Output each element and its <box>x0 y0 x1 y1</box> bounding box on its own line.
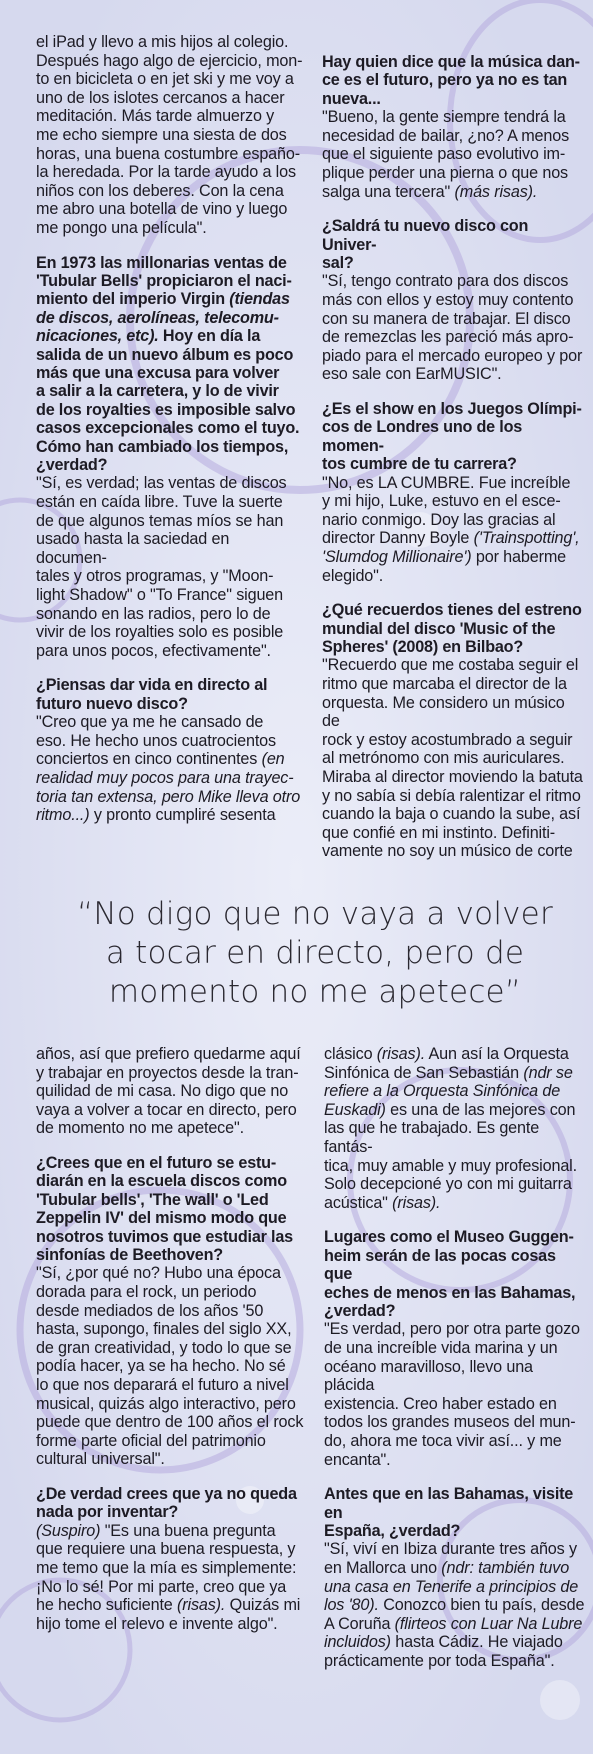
text-line: de remezclas les pareció más apro- <box>322 328 574 347</box>
text-line: ¿verdad? <box>324 1301 396 1320</box>
text-line: to en bicicleta o en jet ski y me voy a <box>36 70 294 89</box>
text-line: existencia. Creo haber estado en <box>324 1394 557 1413</box>
text-line: "Es una buena pregunta <box>104 1521 276 1540</box>
text-line: que requiere una buena respuesta, y <box>36 1540 296 1559</box>
text-line: ¿De verdad crees que ya no queda <box>36 1484 297 1503</box>
text-line: hasta Cádiz. He viajado <box>395 1633 563 1652</box>
text-line: Conozco bien tu país, desde <box>383 1596 585 1615</box>
text-line: salga una tercera" <box>322 182 451 201</box>
text-line: y trabajar en proyectos desde la tran- <box>36 1063 299 1082</box>
text-line: en Mallorca uno <box>324 1558 437 1577</box>
question-heading <box>324 1485 586 1540</box>
text-line: conciertos en cinco continentes <box>36 750 258 769</box>
text-line: sonando en las radios, pero lo de <box>36 604 271 623</box>
text-line: "Es verdad, pero por otra parte gozo <box>324 1320 580 1339</box>
text-line: ¿Saldrá tu nuevo disco con Univer- <box>322 217 529 254</box>
text-line: ce es el futuro, pero ya no es tan <box>322 71 568 90</box>
text-italic: realidad muy pocos para una trayec- <box>36 768 294 787</box>
answer-paragraph <box>322 272 584 384</box>
text-line: quilidad de mi casa. No digo que no <box>36 1082 289 1101</box>
text-line: ¿Crees que en el futuro se estu- <box>36 1153 277 1172</box>
text-line: podía hacer, ya se ha hecho. No sé <box>36 1357 286 1376</box>
text-line: usado hasta la saciedad en documen- <box>36 530 230 567</box>
text-line: orquesta. Me considero un músico de <box>322 693 565 731</box>
question-heading <box>322 601 584 656</box>
text-line: ¿Piensas dar vida en directo al <box>36 676 268 695</box>
text-line: Quizás mi <box>229 1596 301 1615</box>
question-heading <box>322 53 584 108</box>
text-line: de gran creatividad, y todo lo que se <box>36 1338 292 1357</box>
answer-paragraph <box>324 1320 586 1469</box>
text-line: vivir de los royalties solo es posible <box>36 623 284 642</box>
text-line: Hoy en día la <box>162 327 261 346</box>
pull-quote-line: momento no me apetece” <box>108 974 522 1010</box>
text-line: el iPad y llevo a mis hijos al colegio. <box>36 33 289 51</box>
text-italic: (risas). <box>392 1193 441 1212</box>
answer-paragraph <box>322 108 584 201</box>
text-italic: ('Trainspotting', <box>473 529 580 548</box>
text-line: las que he trabajado. Es gente fantás- <box>324 1119 540 1156</box>
text-line: 'Tubular Bells' propiciaron el naci- <box>36 271 292 290</box>
text-line: vamente no soy un músico de corte <box>322 842 573 861</box>
text-line: Lugares como el Museo Guggen- <box>324 1228 574 1247</box>
text-line: ¿Qué recuerdos tienes del estreno <box>322 601 582 620</box>
question-heading <box>36 254 304 475</box>
text-line: ¿verdad? <box>36 456 108 474</box>
text-italic: toria tan extensa, pero Mike lleva otro <box>36 787 301 806</box>
text-line: de momento no me apetece". <box>36 1119 244 1138</box>
text-line: están en caída libre. Tuve la suerte <box>36 493 283 511</box>
text-line: me abro una botella de vino y luego <box>36 200 288 219</box>
question-heading <box>322 400 584 474</box>
text-line: a salir a la carretera, y lo de vivir <box>36 382 279 401</box>
text-line: meditación. Más tarde almuerzo y <box>36 107 275 126</box>
text-line: "Sí, ¿por qué no? Hubo una época <box>36 1264 281 1283</box>
text-italic: refiere a la Orquesta Sinfónica de <box>324 1082 561 1101</box>
text-line: Hay quien dice que la música dan- <box>322 53 580 71</box>
text-line: do, ahora me toca vivir así... y me <box>324 1431 562 1450</box>
paragraph <box>36 33 304 238</box>
text-line: de que algunos temas míos se han <box>36 511 284 530</box>
text-line: lo que nos deparará el futuro a nivel <box>36 1375 289 1394</box>
text-line: es una de las mejores con <box>390 1100 576 1119</box>
text-line: tales y otros programas, y "Moon- <box>36 567 274 586</box>
text-line: nosotros tuvimos que estudiar las <box>36 1227 293 1246</box>
answer-paragraph <box>322 474 584 586</box>
answer-paragraph <box>324 1540 586 1670</box>
pull-quote-line: “No digo que no vaya a volver <box>77 896 553 932</box>
text-line: clásico <box>324 1045 373 1063</box>
text-line: forme parte oficial del patrimonio <box>36 1431 266 1450</box>
text-line: Antes que en las Bahamas, visite en <box>324 1485 574 1522</box>
text-line: "Sí, viví en Ibiza durante tres años y <box>324 1540 577 1559</box>
question-heading <box>324 1228 586 1320</box>
text-line: acústica" <box>324 1193 388 1212</box>
text-line: océano maravilloso, llevo una plácida <box>324 1357 533 1395</box>
text-line: sal? <box>322 254 354 272</box>
text-line: niños con los deberes. Con la cena <box>36 181 284 200</box>
text-line: de una increíble vida marina y un <box>324 1338 558 1357</box>
column-top-left <box>36 33 304 825</box>
text-line: hasta, supongo, finales del siglo XX, <box>36 1320 292 1339</box>
text-italic: de discos, aerolíneas, telecomu- <box>36 308 279 327</box>
answer-paragraph <box>322 656 584 861</box>
text-italic: (Suspiro) <box>36 1521 101 1540</box>
text-line: Solo decepcioné yo con mi guitarra <box>324 1175 572 1194</box>
text-italic: (ndr: también tuvo <box>441 1558 570 1577</box>
answer-paragraph <box>36 713 304 825</box>
text-line: que el siguiente paso evolutivo im- <box>322 145 566 164</box>
text-line: prácticamente por toda España". <box>324 1651 555 1670</box>
text-line: piado para el mercado europeo y por <box>322 346 583 365</box>
text-line: nada por inventar? <box>36 1503 179 1522</box>
text-line: y mi hijo, Luke, estuvo en el esce- <box>322 492 561 511</box>
question-heading <box>36 676 304 713</box>
text-italic: una casa en Tenerife a principios de <box>324 1577 579 1596</box>
text-line: más con ellos y estoy muy contento <box>322 291 574 309</box>
text-line: elegido". <box>322 566 384 585</box>
question-heading <box>36 1154 306 1264</box>
text-line: "Sí, es verdad; las ventas de discos <box>36 474 287 493</box>
text-line: 'Tubular bells', 'The wall' o 'Led <box>36 1190 269 1209</box>
text-line: Aun así la Orquesta <box>428 1045 569 1063</box>
text-line: hijo tome el relevo e invente algo". <box>36 1614 278 1633</box>
text-line: años, así que prefiero quedarme aquí <box>36 1045 301 1063</box>
text-italic: (en <box>261 750 285 769</box>
text-line: me temo que la mía es simplemente: <box>36 1558 297 1577</box>
text-italic: Euskadi) <box>324 1100 386 1119</box>
answer-paragraph <box>36 1264 306 1469</box>
text-line: vaya a volver a tocar en directo, pero <box>36 1100 297 1119</box>
text-line: desde mediados de los años '50 <box>36 1301 264 1320</box>
text-line: diarán en la escuela discos como <box>36 1172 287 1191</box>
answer-paragraph <box>36 1522 306 1634</box>
text-line: necesidad de bailar, ¿no? A menos <box>322 126 570 145</box>
text-line: España, ¿verdad? <box>324 1521 461 1540</box>
text-line: horas, una buena costumbre españo- <box>36 144 300 163</box>
column-top-right <box>322 53 584 861</box>
text-line: director Danny Boyle <box>322 529 470 548</box>
pull-quote-line: a tocar en directo, pero de <box>105 935 525 971</box>
text-line: cos de Londres uno de los momen- <box>322 418 523 455</box>
text-italic: (flirteos con Luar Na Lubre <box>394 1614 583 1633</box>
text-line: miento del imperio Virgin <box>36 290 225 309</box>
text-line: casos excepcionales como el tuyo. <box>36 419 300 438</box>
text-line: uno de los islotes cercanos a hacer <box>36 88 285 107</box>
text-italic: los '80). <box>324 1596 379 1615</box>
text-line: ¡No lo sé! Por mi parte, creo que ya <box>36 1577 287 1596</box>
text-line: más que una excusa para volver <box>36 363 280 382</box>
text-line: Miraba al director moviendo la batuta <box>322 767 583 786</box>
text-line: he hecho suficiente <box>36 1596 173 1615</box>
text-line: mundial del disco 'Music of the <box>322 619 556 638</box>
text-line: cultural universal". <box>36 1450 165 1469</box>
text-line: "No, es LA CUMBRE. Fue increíble <box>322 473 571 492</box>
text-line: A Coruña <box>324 1614 391 1633</box>
text-italic: incluidos) <box>324 1633 391 1652</box>
text-line: light Shadow" o "To France" siguen <box>36 585 283 604</box>
text-line: "Recuerdo que me costaba seguir el <box>322 656 579 675</box>
paragraph <box>36 1045 306 1138</box>
text-italic: (tiendas <box>229 290 290 309</box>
text-italic: nicaciones, etc). <box>36 327 159 346</box>
question-heading <box>36 1485 306 1522</box>
column-bottom-right <box>324 1045 586 1671</box>
text-line: al metrónomo con mis auriculares. <box>322 749 565 768</box>
text-italic: (más risas). <box>454 182 538 201</box>
text-line: Cómo han cambiado los tiempos, <box>36 437 289 456</box>
text-line: En 1973 las millonarias ventas de <box>36 253 287 272</box>
text-line: "Bueno, la gente siempre tendrá la <box>322 108 566 127</box>
text-line: y pronto cumpliré sesenta <box>93 806 276 825</box>
pull-quote <box>60 895 570 1012</box>
column-bottom-left <box>36 1045 306 1633</box>
text-italic: 'Slumdog Millionaire') <box>322 547 472 566</box>
text-line: que confié en mi instinto. Definiti- <box>322 823 556 842</box>
text-line: Sinfónica de San Sebastián <box>324 1063 519 1082</box>
answer-paragraph <box>36 474 304 660</box>
text-line: heim serán de las pocas cosas que <box>324 1246 556 1284</box>
text-line: ¿Es el show en los Juegos Olímpi- <box>322 399 582 418</box>
text-line: sinfonías de Beethoven? <box>36 1246 223 1264</box>
text-line: tos cumbre de tu carrera? <box>322 455 517 474</box>
text-line: me pongo una película". <box>36 218 207 237</box>
text-line: y no sabía si debía ralentizar el ritmo <box>322 786 581 805</box>
text-line: cuando la baja o cuando la sube, así <box>322 805 581 824</box>
text-line: encanta". <box>324 1450 391 1469</box>
text-line: plique perder una pierna o que nos <box>322 164 568 182</box>
text-line: musical, quizás algo interactivo, pero <box>36 1394 296 1413</box>
text-italic: (risas). <box>177 1596 226 1615</box>
text-line: Después hago algo de ejercicio, mon- <box>36 51 303 70</box>
text-line: nueva... <box>322 89 381 108</box>
text-line: Spheres' (2008) en Bilbao? <box>322 637 524 656</box>
text-line: de los royalties es imposible salvo <box>36 400 296 419</box>
text-line: con su manera de trabajar. El disco <box>322 309 571 328</box>
text-italic: (risas). <box>376 1045 426 1063</box>
text-line: puede que dentro de 100 años el rock <box>36 1413 304 1432</box>
text-line: tica, muy amable y muy profesional. <box>324 1156 577 1175</box>
text-line: eches de menos en las Bahamas, <box>324 1283 576 1302</box>
text-line: "Creo que ya me he cansado de <box>36 713 264 732</box>
text-line: por haberme <box>475 547 567 566</box>
text-line: Zeppelin IV' del mismo modo que <box>36 1209 287 1228</box>
text-line: rock y estoy acostumbrado a seguir <box>322 730 573 749</box>
text-line: me echo siempre una siesta de dos <box>36 125 287 144</box>
question-heading <box>322 217 584 272</box>
text-line: salida de un nuevo álbum es poco <box>36 345 294 364</box>
text-italic: (ndr se <box>523 1063 573 1082</box>
text-italic: ritmo...) <box>36 806 90 825</box>
text-line: para unos pocos, efectivamente". <box>36 641 271 660</box>
text-line: ritmo que marcaba el director de la <box>322 674 567 693</box>
text-line: eso. He hecho unos cuatrocientos <box>36 731 276 750</box>
text-line: eso sale con EarMUSIC". <box>322 365 502 384</box>
text-line: futuro nuevo disco? <box>36 694 188 713</box>
text-line: "Sí, tengo contrato para dos discos <box>322 272 569 291</box>
text-line: todos los grandes museos del mun- <box>324 1413 576 1432</box>
paragraph <box>324 1045 586 1212</box>
text-line: nario conmigo. Doy las gracias al <box>322 510 556 529</box>
text-line: la heredada. Por la tarde ayudo a los <box>36 163 296 182</box>
text-line: dorada para el rock, un periodo <box>36 1283 257 1301</box>
